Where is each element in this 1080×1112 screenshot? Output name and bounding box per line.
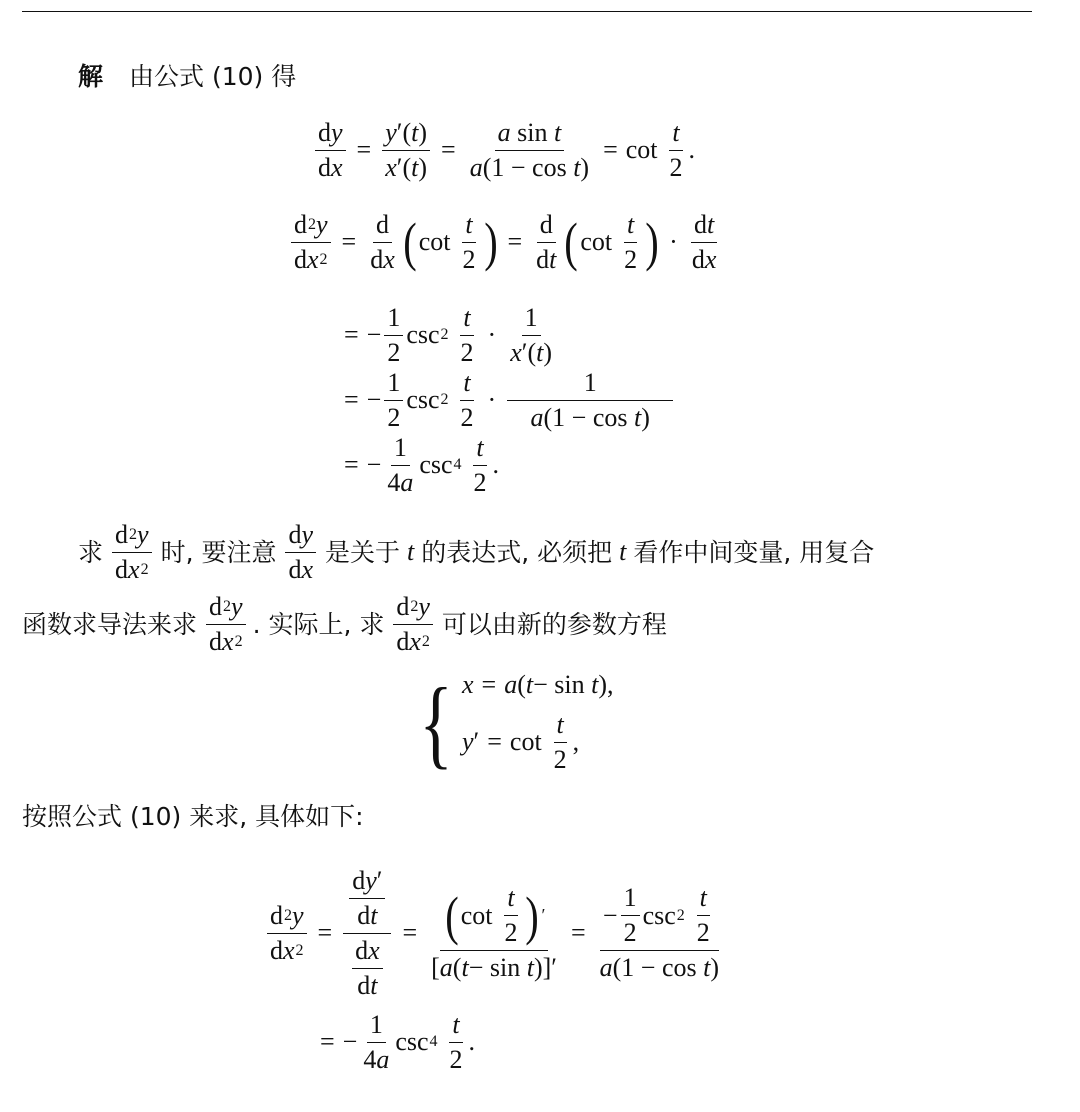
equation-second-derivative: d 2 y d x 2 = d d x ( cot $\frac{t}{2}$ ) = d d t ( cot $\frac{t}{2}$ ) · d t d x: [288, 210, 722, 275]
parametric-system: { x = a ( t − sin t ), y ′ = cot $\frac{t}{2}$ ,: [419, 667, 614, 779]
equation-step-3: = − $\frac{1}{2}$ csc 2 $\frac{t}{2}$ · 1 a (1 − cos t ): [344, 368, 676, 433]
header-rule: [22, 11, 1032, 12]
equation-step-4: = − 1 4 a csc 4 $\frac{t}{2}$ .: [344, 433, 500, 497]
paragraph-3: 按照公式 (10) 来求, 具体如下:: [22, 802, 364, 831]
equation-final: d 2 y d x 2 = d y ′ d t d x d t = ( cot $\frac{t}{2}$ ) ′ [ a ( t − sin t )]′ = − $\frac{1}{2}$ csc 2 $\frac{t}{2}$ a (1 − cos t ): [264, 866, 725, 1001]
paragraph-1: 求 d 2 y d x 2 时, 要注意 d y d x 是关于 t 的表达式, 必须把 t 看作中间变量, 用复合: [78, 520, 875, 584]
equation-first-derivative: d y d x = y ′( t ) x ′( t ) = a sin t a (1 − cos t ) = cot $\frac{t}{2}$ .: [312, 118, 695, 183]
solution-intro: [78, 64, 296, 89]
equation-step-2: = − $\frac{1}{2}$ csc 2 $\frac{t}{2}$ · 1 x ′( t ): [344, 303, 553, 367]
intro-text: 由公式 (10) 得: [129, 62, 297, 91]
equation-final-result: = − 1 4 a csc 4 $\frac{t}{2}$ .: [320, 1010, 476, 1074]
solution-label: 解: [78, 62, 104, 91]
paragraph-2: 函数求导法来求 d 2 y d x 2 . 实际上, 求 d 2 y d x 2 可以由新的参数方程: [22, 592, 667, 656]
